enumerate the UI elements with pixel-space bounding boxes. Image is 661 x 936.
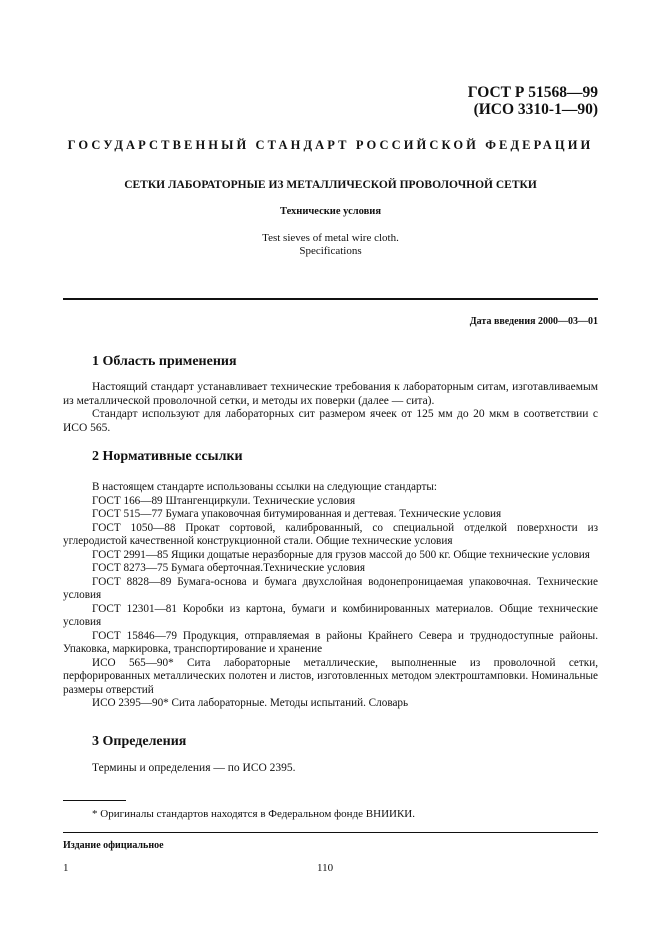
reference-item: ГОСТ 2991—85 Ящики дощатые неразборные для грузов массой до 500 кг. Общие технические условия: [92, 548, 590, 561]
document-subtitle: Технические условия: [279, 206, 382, 217]
reference-item: ГОСТ 15846—79 Продукция, отправляемая в районы Крайнего Севера и труднодоступные районы. Упаковка, маркировка, транспортирование и хранение: [63, 629, 598, 655]
footnote-divider: [63, 800, 126, 801]
section-1-paragraph-1: Настоящий стандарт устанавливает технические требования к лабораторным ситам, изготавливаемым из металлической проволочной сетки, и методы их поверки (далее — сита).: [63, 381, 598, 407]
section-1-heading: 1 Область применения: [92, 354, 237, 369]
references-list: [63, 481, 598, 711]
footer-divider: [63, 832, 598, 833]
english-title: [63, 232, 598, 258]
section-3-body: [63, 762, 598, 776]
state-standard-banner: ГОСУДАРСТВЕННЫЙ СТАНДАРТ РОССИЙСКОЙ ФЕДЕРАЦИИ: [67, 138, 594, 152]
reference-item: ГОСТ 12301—81 Коробки из картона, бумаги и комбинированных материалов. Общие технические условия: [63, 602, 598, 628]
reference-item: ГОСТ 8828—89 Бумага-основа и бумага двухслойная водонепроницаемая упаковочная. Технические условия: [63, 575, 598, 601]
page-number-left: 1: [63, 862, 69, 874]
document-title: СЕТКИ ЛАБОРАТОРНЫЕ ИЗ МЕТАЛЛИЧЕСКОЙ ПРОВОЛОЧНОЙ СЕТКИ: [124, 179, 537, 191]
reference-item: ИСО 2395—90* Сита лабораторные. Методы испытаний. Словарь: [92, 697, 409, 709]
iso-code: (ИСО 3310-1—90): [473, 101, 598, 118]
section-1-paragraph-2: Стандарт используют для лабораторных сит размером ячеек от 125 мм до 20 мкм в соответствии с ИСО 565.: [63, 408, 598, 434]
header-divider: [63, 298, 598, 300]
official-edition-label: Издание официальное: [63, 840, 164, 851]
section-1-body: [63, 381, 598, 435]
page-number-center: 110: [317, 862, 334, 874]
section-2-heading: 2 Нормативные ссылки: [92, 449, 243, 464]
section-3-paragraph: Термины и определения — по ИСО 2395.: [92, 762, 296, 774]
introduction-date: Дата введения 2000—03—01: [469, 316, 598, 327]
footnote: * Оригиналы стандартов находятся в Федеральном фонде ВНИИКИ.: [92, 808, 415, 820]
reference-item: ГОСТ 8273—75 Бумага оберточная.Технические условия: [92, 562, 366, 574]
gost-code: ГОСТ Р 51568—99: [467, 84, 598, 101]
english-title-line-2: Specifications: [299, 245, 362, 257]
reference-item: ГОСТ 1050—88 Прокат сортовой, калиброванный, со специальной отделкой поверхности из углеродистой качественной конструкционной стали. Общие технические условия: [63, 521, 598, 547]
reference-item: ГОСТ 166—89 Штангенциркули. Технические условия: [92, 494, 356, 507]
reference-item: ИСО 565—90* Сита лабораторные металлические, выполненные из проволочной сетки, перфорированных металлических полотен и листов, изготовленных методом электроштамповки. Номинальные размеры отверстий: [63, 656, 598, 696]
reference-item: В настоящем стандарте использованы ссылки на следующие стандарты:: [92, 481, 437, 493]
reference-item: ГОСТ 515—77 Бумага упаковочная битумированная и дегтевая. Технические условия: [92, 508, 502, 520]
section-3-heading: 3 Определения: [92, 734, 187, 749]
english-title-line-1: Test sieves of metal wire cloth.: [262, 232, 399, 244]
